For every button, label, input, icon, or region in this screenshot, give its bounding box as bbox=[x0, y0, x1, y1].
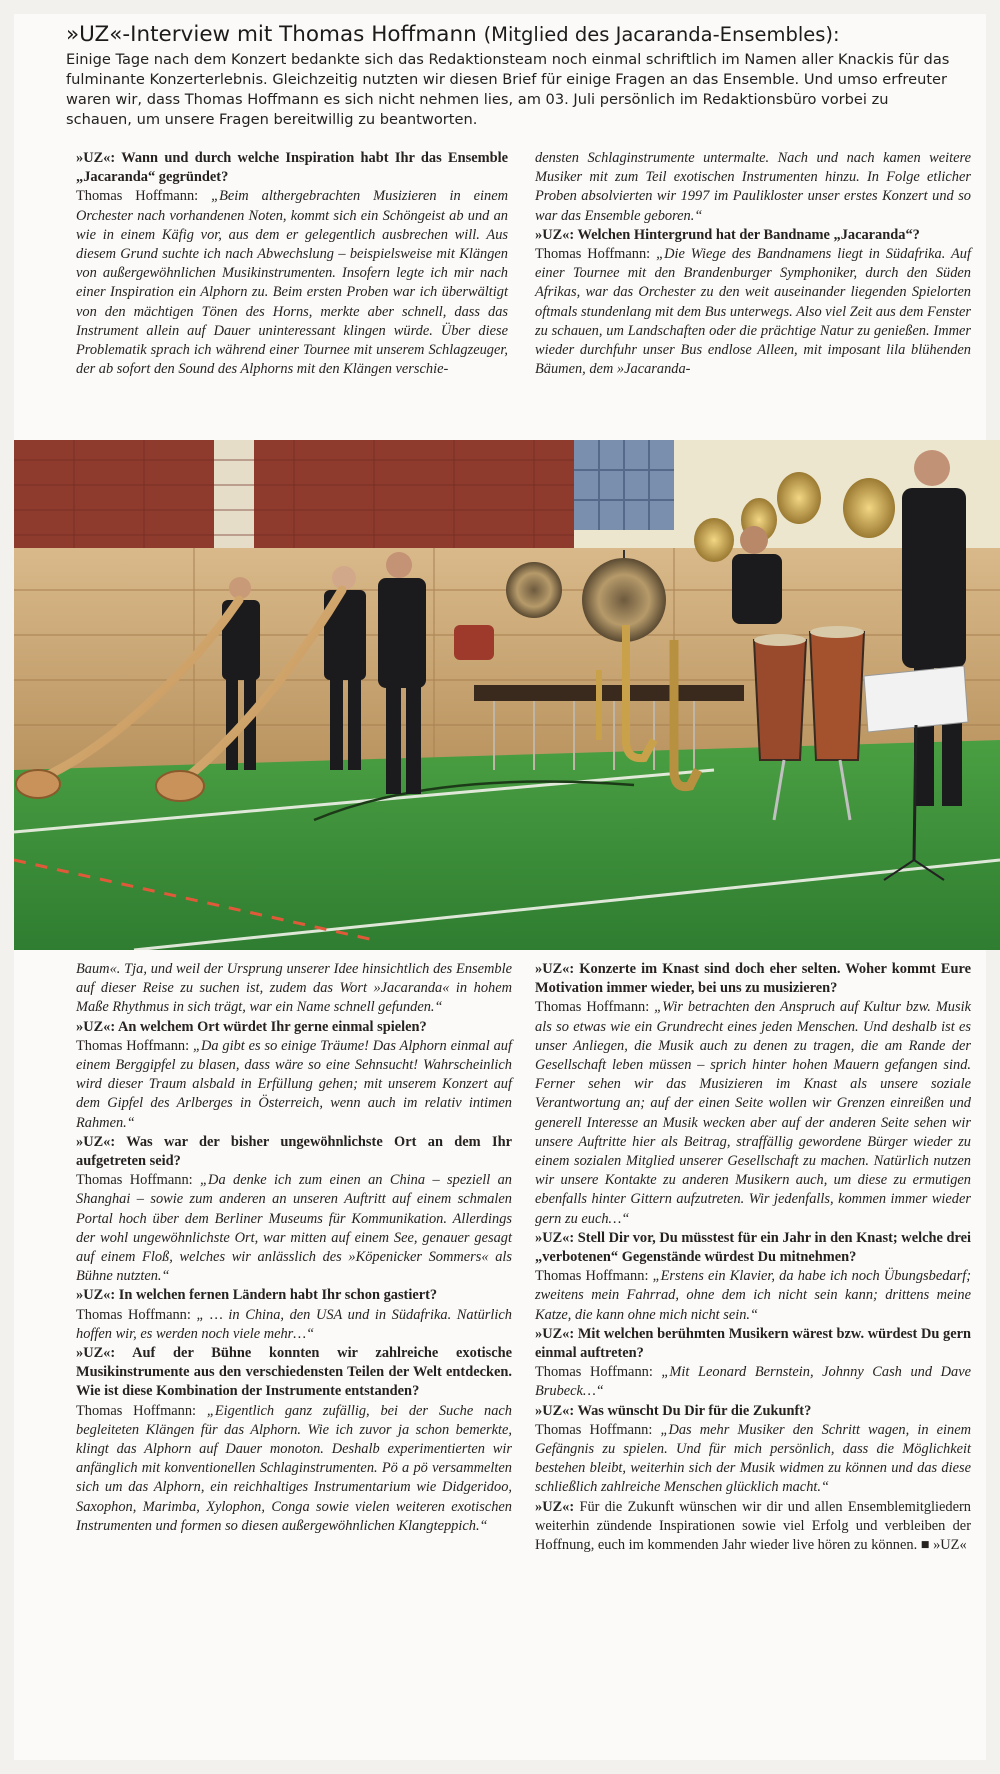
article-title bbox=[66, 22, 946, 48]
question-5: »UZ«: In welchen fernen Ländern habt Ihr schon gastiert? bbox=[76, 1287, 438, 1304]
answer-8 bbox=[535, 1267, 971, 1325]
answer-6-text: „Eigentlich ganz zufällig, bei der Suche nach begleiteten Klängen für das Alphorn. Wie ich zuvor ja schon bemerkte, klingt das Alphorn auf Dauer monoton. Deshalb experimentierten wir anfänglich mit konventionellen Schlaginstrumenten. Pö a pö versammelten sich um das Alphorn, ein reichhaltiges Instrumentarium wie Didgeridoo, Saxophon, Marimba, Xylophon, Conga sowie vielen weiteren exotischen Instrumenten und formen so diesen außergewöhnlichen Klangteppich.“ bbox=[76, 1402, 512, 1534]
question-9: »UZ«: Mit welchen berühmten Musikern wärest bzw. würdest Du gern einmal auftreten? bbox=[535, 1325, 971, 1362]
speaker-label: Thomas Hoffmann: bbox=[535, 1364, 662, 1381]
answer-6 bbox=[76, 1402, 512, 1536]
speaker-label: Thomas Hoffmann: bbox=[535, 999, 655, 1016]
answer-7 bbox=[535, 998, 971, 1228]
speaker-label: Thomas Hoffmann: bbox=[76, 1037, 193, 1054]
answer-8-text: „Erstens ein Klavier, da habe ich noch Übungsbedarf; zweitens mein Fahrrad, ohne dem ich nicht sein kann; drittens meine Katze, die kann ohne mich nicht sein.“ bbox=[535, 1268, 971, 1323]
answer-1 bbox=[76, 187, 508, 379]
answer-1-continued: densten Schlaginstrumente untermalte. Nach und nach kamen weitere Musiker mit zum Teil exotischen Instrumenten hinzu. In Folge etlicher Proben absolvierten wir 1997 im Paulikloster unser erstes Konzert und so war das Ensemble geboren.“ bbox=[535, 150, 971, 224]
question-6: »UZ«: Auf der Bühne konnten wir zahlreiche exotische Musikinstrumente aus den verschiedensten Teilen der Welt entdecken. Wie ist diese Kombination der Instrumente entstanden? bbox=[76, 1345, 512, 1400]
speaker-label: Thomas Hoffmann: bbox=[76, 1172, 201, 1189]
question-3: »UZ«: An welchem Ort würdet Ihr gerne einmal spielen? bbox=[76, 1018, 427, 1035]
title-subtitle: (Mitglied des Jacaranda-Ensembles): bbox=[483, 23, 840, 46]
question-2: »UZ«: Welchen Hintergrund hat der Bandname „Jacaranda“? bbox=[535, 226, 920, 243]
intro-paragraph: Einige Tage nach dem Konzert bedankte sich das Redaktionsteam noch einmal schriftlich im Namen aller Knackis für das fulminante Konzerterlebnis. Gleichzeitig nutzten wir diesen Brief für einige Fragen an das Ensemble. Und umso erfreuter waren wir, dass Thomas Hoffmann es sich nicht nehmen lies, am 03. Juli persönlich im Redaktionsbüro vorbei zu schauen, um unsere Fragen bereitwillig zu beantworten. bbox=[66, 51, 950, 128]
speaker-label: Thomas Hoffmann: bbox=[76, 1306, 197, 1323]
closing-text: Für die Zukunft wünschen wir dir und allen Ensemblemitgliedern weiterhin zündende Inspirationen sowie viel Erfolg und verbleiben der Hoffnung, euch im kommenden Jahr wieder live hören zu können. ■ »UZ« bbox=[535, 1498, 971, 1554]
speaker-label: Thomas Hoffmann: bbox=[76, 1402, 207, 1419]
column-bottom-right bbox=[535, 960, 971, 1555]
answer-2 bbox=[535, 245, 971, 379]
answer-7-text: „Wir betrachten den Anspruch auf Kultur bzw. Musik als so etwas wie ein Grundrecht eines jeden Menschen. Und deshalb ist es unser Anliegen, die Musik auch zu denen zu tragen, die am Rande der Gesellschaft leben müssen – sprich hinter hohen Mauern gefangen sind. Ferner sehen wir das Musizieren im Knast als unsere soziale Verantwortung an; auf der einen Seite wollen wir Grenzen einreißen und generell Interesse an Musik wecken aber auf der anderen Seite sehen wir unsere Auftritte hier als Beitrag, straffällig gewordene Bürger wieder zu einem sozialen Mitglied unserer Gesellschaft zu machen. Natürlich nutzen wir unsere Kontakte zu anderen Musikern auch, um diese zu ermutigen ebenfalls hinter Gittern aufzutreten. Wir jedenfalls, kommen immer wieder gern zu euch…“ bbox=[535, 999, 971, 1227]
question-4: »UZ«: Was war der bisher ungewöhnlichste Ort an dem Ihr aufgetreten seid? bbox=[76, 1133, 512, 1170]
question-1: »UZ«: Wann und durch welche Inspiration habt Ihr das Ensemble „Jacaranda“ gegründet? bbox=[76, 150, 508, 186]
closing-paragraph bbox=[535, 1498, 971, 1556]
answer-1-text: „Beim althergebrachten Musizieren in einem Orchester nach vorhandenen Noten, kommt sich ein Schöngeist ab und an wie in einem Käfig vor, aus dem er gelegentlich ausbrechen will. Aus diesem Grund suchte ich nach Abwechslung – beispielsweise mit Klängen von außergewöhnlichen Musikinstrumenten. Insofern legte ich mir nach einer Inspiration ein Alphorn zu. Beim ersten Proben war ich überwältigt von den mächtigen Tönen des Horns, merkte aber schnell, dass das Instrument allein auf Dauer uninteressant klingen würde. Über diese Problematik sprach ich während einer Tournee mit unserem Schlagzeuger, der ab sofort den Sound des Alphorns mit den Klängen verschie- bbox=[76, 188, 508, 378]
answer-2-continued: Baum«. Tja, und weil der Ursprung unserer Idee hinsichtlich des Ensemble auf dieser Reise zu suchen ist, zudem das Wort »Jacaranda« in hohem Maße Rhythmus in sich trägt, war ein Name schnell gefunden.“ bbox=[76, 961, 512, 1016]
column-bottom-left bbox=[76, 960, 512, 1536]
speaker-label: Thomas Hoffmann: bbox=[535, 1421, 661, 1438]
ensemble-photo bbox=[14, 440, 1000, 950]
column-top-left bbox=[76, 149, 508, 379]
answer-4 bbox=[76, 1171, 512, 1286]
speaker-label: Thomas Hoffmann: bbox=[535, 246, 657, 263]
answer-10 bbox=[535, 1421, 971, 1498]
answer-4-text: „Da denke ich zum einen an China – speziell an Shanghai – sowie zum anderen an unseren Auftritt auf einem schmalen Portal hoch über dem Berliner Museums für Kommunikation. Allerdings der wohl ungewöhnlichste Ort, war mitten auf einem See, genauer gesagt auf einem Floß, welches wir anlässlich des »Köpenicker Sommers« als Bühne nutzten.“ bbox=[76, 1172, 512, 1285]
question-7: »UZ«: Konzerte im Knast sind doch eher selten. Woher kommt Eure Motivation immer wieder, bei uns zu musizieren? bbox=[535, 961, 971, 997]
title-main: »UZ«-Interview mit Thomas Hoffmann bbox=[66, 22, 477, 47]
answer-5-text: „ … in China, den USA und in Südafrika. Natürlich hoffen wir, es werden noch viele mehr…“ bbox=[76, 1306, 512, 1342]
closing-label: »UZ«: bbox=[535, 1498, 580, 1515]
answer-9 bbox=[535, 1363, 971, 1401]
answer-10-text: „Das mehr Musiker den Schritt wagen, in einem Gefängnis zu spielen. Und für mich persönlich, dass die Möglichkeit bestehen bleibt, weiterhin sich der Musik widmen zu können und das diese schließlich zahlreiche Menschen glücklich macht.“ bbox=[535, 1421, 971, 1496]
answer-3-text: „Da gibt es so einige Träume! Das Alphorn einmal auf einem Berggipfel zu blasen, dass wäre so eine Sehnsucht! Wahrscheinlich wird dieser Traum alsbald in Erfüllung gehen; mit unserem Konzert auf dem Gipfel des Arlberges in Österreich, wenn auch im relativ intimen Rahmen.“ bbox=[76, 1037, 512, 1131]
answer-3 bbox=[76, 1037, 512, 1133]
answer-5 bbox=[76, 1306, 512, 1344]
speaker-label: Thomas Hoffmann: bbox=[535, 1268, 653, 1285]
answer-2-text: „Die Wiege des Bandnamens liegt in Südafrika. Auf einer Tournee mit den Brandenburger Symphoniker, durch den Süden Afrikas, war das Orchester zu den weit auseinander liegenden Spielorten oftmals stundenlang mit dem Bus unterwegs. Also viel Zeit aus dem Fenster zu schauen, um Landschaften oder die prächtige Natur zu genießen. Immer wieder durchfuhr unser Bus endlose Alleen, mit imposant lila blühenden Bäumen, dem »Jacaranda- bbox=[535, 246, 971, 378]
question-8: »UZ«: Stell Dir vor, Du müsstest für ein Jahr in den Knast; welche drei „verbotenen“ Gegenstände würdest Du mitnehmen? bbox=[535, 1229, 971, 1266]
speaker-label: Thomas Hoffmann: bbox=[76, 188, 212, 205]
question-10: »UZ«: Was wünscht Du Dir für die Zukunft? bbox=[535, 1402, 812, 1419]
answer-9-text: „Mit Leonard Bernstein, Johnny Cash und Dave Brubeck…“ bbox=[535, 1364, 971, 1400]
column-top-right bbox=[535, 149, 971, 379]
